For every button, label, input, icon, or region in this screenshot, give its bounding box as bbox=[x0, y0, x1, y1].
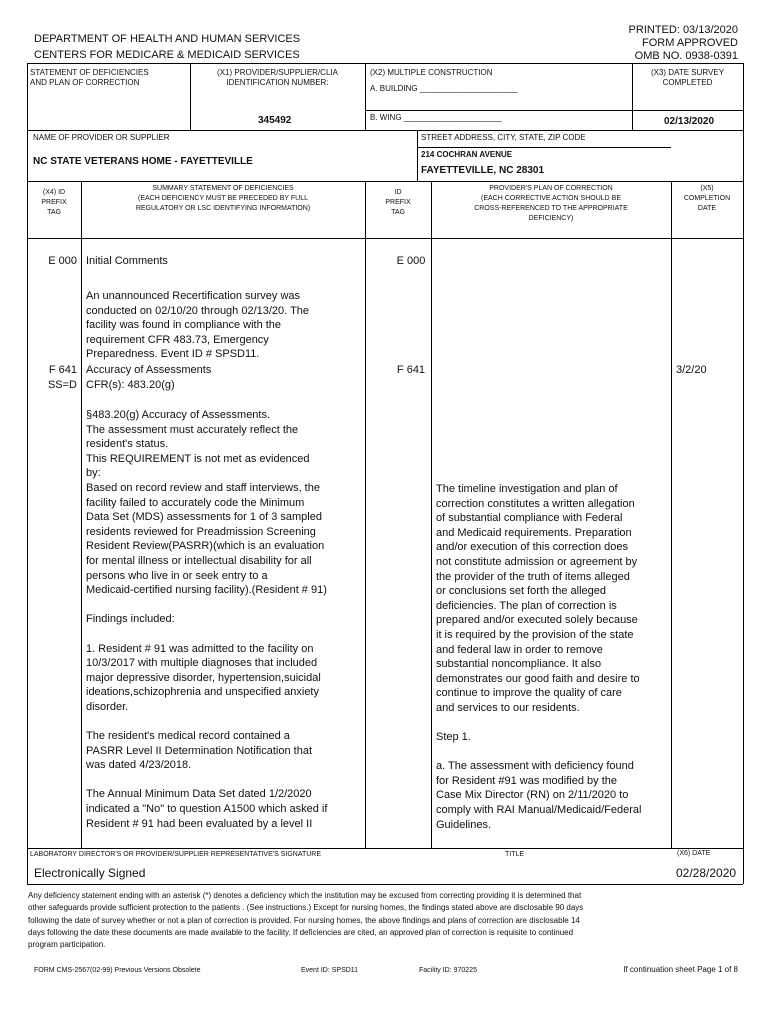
disclaimer: Any deficiency statement ending with an asterisk (*) denotes a deficiency which the institution may be excused from correcting providing it is determined that other safeguards provide sufficient protection to the patients . (See instructions.) Except for nursing homes, the findings stated above are disclosable 90 days following the date of survey whether or not a plan of correction is provided. For nursing homes, the above findings and plans of correction are disclosable 14 days following the date these documents are made available to the facility. If deficiencies are cited, an approved plan of correction is requisite to continued program participation. bbox=[28, 891, 584, 950]
x4-header: (X4) ID PREFIX TAG bbox=[41, 189, 67, 216]
id-header: ID PREFIX TAG bbox=[385, 189, 411, 216]
plan-header: PROVIDER'S PLAN OF CORRECTION (EACH CORRECTIVE ACTION SHOULD BE CROSS-REFERENCED TO THE APPROPRIATE DEFICIENCY) bbox=[474, 185, 628, 222]
rule-provider bbox=[27, 130, 743, 131]
tag-e000: E 000 bbox=[48, 255, 77, 267]
event-id: Event ID: SPSD11 bbox=[301, 967, 359, 974]
form-approved: FORM APPROVED bbox=[642, 37, 738, 49]
printed-date: PRINTED: 03/13/2020 bbox=[628, 24, 738, 36]
rule-wing bbox=[365, 110, 743, 111]
provider-id: 345492 bbox=[258, 115, 292, 126]
plan-text: The timeline investigation and plan of correction constitutes a written allegation of substantial compliance with Federal and Medicaid requirements. Preparation and/or execution of this correction does not constitute admission or agreement by the provider of the truth of items alleged or conclusions set forth the alleged deficiencies. The plan of correction is prepared and/or executed solely because it is required by the provision of the state and federal law in order to remove substantial noncompliance. It also demonstrates our good faith and desire to continue to improve the quality of care and services to our residents. Step 1. a. The assessment with deficiency found for Resident #91 was modified by the Case Mix Director (RN) on 2/11/2020 to comply with RAI Manual/Medicaid/Federal Guidelines. bbox=[436, 483, 642, 831]
rule-body bbox=[27, 238, 743, 239]
f641-text: §483.20(g) Accuracy of Assessments. The assessment must accurately reflect the resident's status. This REQUIREMENT is not met as evidenced by: Based on record review and staff interviews, the facility failed to accurately code the Minimum Data Set (MDS) assessments for 1 of 3 sampled residents reviewed for Preadmission Screening Resident Review(PASRR)(which is an evaluation for mental illness or intellectual disability for all persons who live in or seek entry to a Medicaid-certified nursing facility).(Resident # 91) Findings included: 1. Resident # 91 was admitted to the facility on 10/3/2017 with multiple diagnoses that included major depressive disorder, hypertension,suicidal ideations,schizophrenia and unspecified anxiety disorder. The resident's medical record contained a PASRR Level II Determination Notification that was dated 4/23/2018. The Annual Minimum Data Set dated 1/2/2020 indicated a "No" to question A1500 which asked if Resident # 91 had been evaluated by a level II bbox=[86, 409, 328, 830]
wing-line: B. WING ______________________ bbox=[370, 113, 502, 122]
rule-x2 bbox=[365, 63, 366, 130]
building-line: A. BUILDING ______________________ bbox=[370, 84, 518, 93]
facility-id: Facility ID: 970225 bbox=[419, 967, 477, 974]
signature-label: LABORATORY DIRECTOR'S OR PROVIDER/SUPPLIER REPRESENTATIVE'S SIGNATURE bbox=[30, 851, 322, 858]
completion-date: 3/2/20 bbox=[676, 364, 707, 376]
page-indicator: If continuation sheet Page 1 of 8 bbox=[623, 965, 738, 974]
survey-date: 02/13/2020 bbox=[664, 116, 715, 127]
rule-col3 bbox=[431, 181, 432, 848]
rule-address bbox=[417, 147, 671, 148]
rule-columns bbox=[27, 181, 743, 182]
address-label: STREET ADDRESS, CITY, STATE, ZIP CODE bbox=[421, 133, 586, 142]
department-name: DEPARTMENT OF HEALTH AND HUMAN SERVICES bbox=[34, 33, 301, 45]
id-e000: E 000 bbox=[396, 255, 426, 267]
rule-col4 bbox=[671, 181, 672, 848]
e000-text: An unannounced Recertification survey was conducted on 02/10/20 through 02/13/20. The facility was found in compliance with the requirement CFR 483.73, Emergency Preparedness. Event ID # SPSD11. bbox=[86, 290, 310, 361]
date-label: (X6) DATE bbox=[677, 850, 711, 857]
rule-address-left bbox=[417, 130, 418, 181]
rule-col1 bbox=[81, 181, 82, 848]
x2-label: (X2) MULTIPLE CONSTRUCTION bbox=[370, 68, 493, 77]
omb-number: OMB NO. 0938-0391 bbox=[634, 50, 738, 62]
e000-title: Initial Comments bbox=[86, 255, 168, 267]
rule-disclaimer bbox=[27, 884, 743, 885]
provider-name-label: NAME OF PROVIDER OR SUPPLIER bbox=[33, 133, 170, 142]
rule-top bbox=[27, 63, 743, 64]
x3-label: (X3) DATE SURVEY COMPLETED bbox=[650, 68, 725, 87]
id-f641: F 641 bbox=[396, 364, 426, 376]
summary-header: SUMMARY STATEMENT OF DEFICIENCIES (EACH DEFICIENCY MUST BE PRECEDED BY FULL REGULATORY OR LSC IDENTIFYING INFORMATION) bbox=[135, 185, 311, 212]
signature-value: Electronically Signed bbox=[34, 866, 146, 880]
statement-label: STATEMENT OF DEFICIENCIES AND PLAN OF CORRECTION bbox=[30, 68, 149, 87]
rule-right bbox=[743, 63, 744, 884]
form-number: FORM CMS-2567(02-99) Previous Versions Obsolete bbox=[34, 967, 201, 974]
title-label: TITLE bbox=[505, 851, 525, 858]
agency-name: CENTERS FOR MEDICARE & MEDICAID SERVICES bbox=[34, 49, 300, 61]
rule-left bbox=[27, 63, 28, 884]
rule-signature bbox=[27, 848, 743, 849]
severity-scope: SS=D bbox=[47, 379, 77, 391]
provider-name: NC STATE VETERANS HOME - FAYETTEVILLE bbox=[33, 156, 253, 167]
x1-label: (X1) PROVIDER/SUPPLIER/CLIA IDENTIFICATION NUMBER: bbox=[217, 68, 338, 87]
address-city: FAYETTEVILLE, NC 28301 bbox=[421, 165, 545, 176]
signature-date: 02/28/2020 bbox=[676, 866, 737, 880]
rule-col2 bbox=[365, 181, 366, 848]
tag-f641: F 641 bbox=[48, 364, 77, 376]
address-street: 214 COCHRAN AVENUE bbox=[421, 150, 513, 159]
x5-header: (X5) COMPLETION DATE bbox=[683, 185, 731, 212]
f641-title: Accuracy of Assessments CFR(s): 483.20(g) bbox=[86, 364, 212, 391]
